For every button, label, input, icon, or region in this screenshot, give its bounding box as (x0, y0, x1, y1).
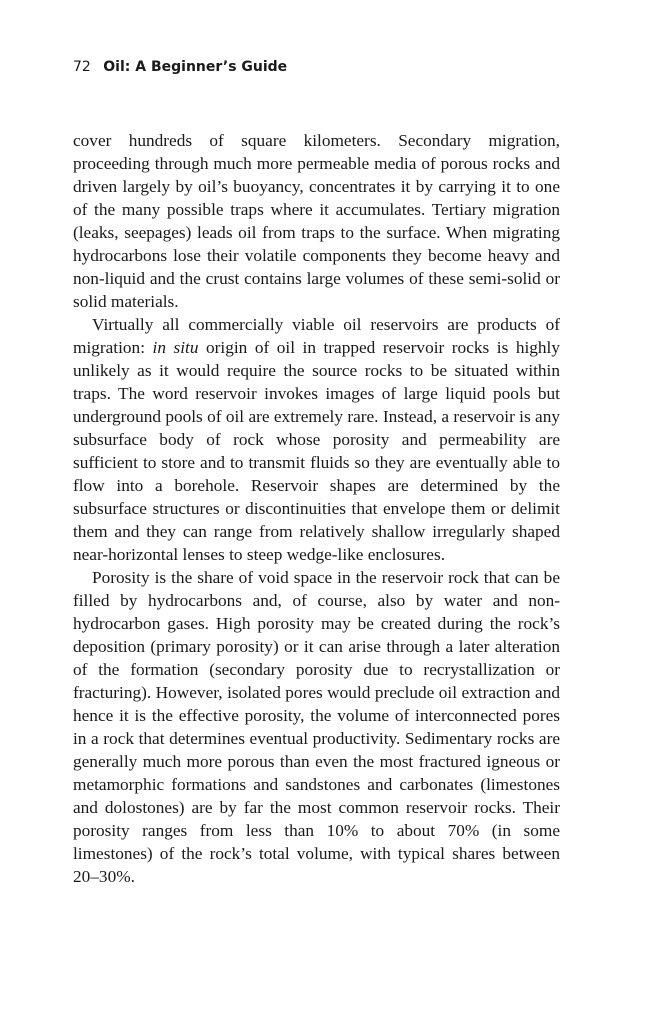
book-title: Oil: A Beginner’s Guide (103, 59, 288, 75)
paragraph-reservoirs-text-start: Virtually all commercially viable oil reservoirs are products of migration: (73, 315, 560, 357)
page-number: 72 (73, 59, 91, 75)
paragraph-reservoirs (73, 313, 560, 566)
running-head (73, 57, 287, 77)
paragraph-porosity: Porosity is the share of void space in the reservoir rock that can be filled by hydrocarbons and, of course, also by water and non-hydrocarbon gases. High porosity may be created during the rock’s deposition (primary porosity) or it can arise through a later alteration of the formation (secondary porosity due to recrystallization or fracturing). However, isolated pores would preclude oil extraction and hence it is the effective porosity, the volume of interconnected pores in a rock that determines eventual productivity. Sedimentary rocks are generally much more porous than even the most fractured igneous or metamorphic formations and sandstones and carbonates (limestones and dolostones) are by far the most common reservoir rocks. Their porosity ranges from less than 10% to about 70% (in some limestones) of the rock’s total volume, with typical shares between 20–30%. (73, 568, 560, 886)
body-text (73, 129, 560, 888)
paragraph-reservoirs-text-end: origin of oil in trapped reservoir rocks is highly unlikely as it would require the source rocks to be situated within traps. The word reservoir invokes images of large liquid pools but underground pools of oil are extremely rare. Instead, a reservoir is any subsurface body of rock whose porosity and permeability are sufficient to store and to transmit fluids so they are eventually able to flow into a borehole. Reservoir shapes are determined by the subsurface structures or discontinuities that envelope them or delimit them and they can range from relatively shallow irregularly shaped near-horizontal lenses to steep wedge-like enclosures. (73, 338, 560, 564)
in-situ-emphasis: in situ (152, 338, 199, 357)
paragraph-continued: cover hundreds of square kilometers. Secondary migration, proceeding through much more permeable media of porous rocks and driven largely by oil’s buoyancy, concentrates it by carrying it to one of the many possible traps where it accumulates. Tertiary migration (leaks, seepages) leads oil from traps to the surface. When migrating hydrocarbons lose their volatile components they become heavy and non-liquid and the crust contains large volumes of these semi-solid or solid materials. (73, 131, 560, 311)
